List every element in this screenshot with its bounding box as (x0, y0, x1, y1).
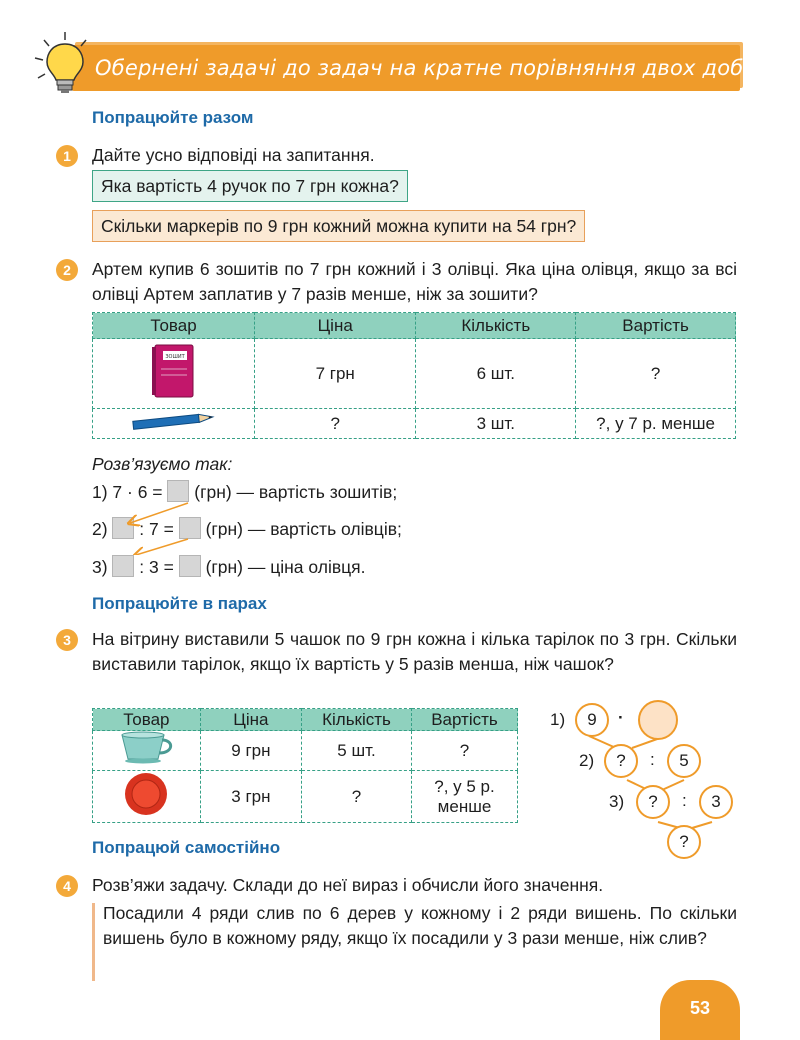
table-header: Вартість (576, 313, 736, 339)
table-cell-item (93, 731, 201, 771)
question-box-1: Яка вартість 4 ручок по 7 грн кожна? (92, 170, 408, 202)
task4-problem: Посадили 4 ряди слив по 6 дерев у кожному і 2 ряди вишень. По скільки вишень було в кожному ряду, якщо їх посадили у 3 рази менше, ніж слив? (103, 903, 737, 948)
table-row (93, 731, 518, 771)
multiply-sign: · (618, 708, 624, 727)
tree-node-product[interactable] (638, 700, 678, 740)
task-number-2: 2 (56, 259, 78, 281)
table-cell-item (93, 771, 201, 823)
pencil-icon (129, 411, 219, 431)
table-row (93, 771, 518, 823)
table-cell-qty: 3 шт. (416, 409, 576, 439)
step-text: (грн) — ціна олівця. (200, 557, 366, 577)
table-cell-qty: ? (302, 771, 412, 823)
tree-node-value-9: 9 (575, 703, 609, 737)
arrow-step1-to-step2 (130, 503, 188, 523)
table-cell-cost: ?, у 7 р. менше (576, 409, 736, 439)
task4-text: Розв’яжи задачу. Склади до неї вираз і обчисли його значення. (92, 875, 604, 895)
tree-node-result[interactable]: ? (667, 825, 701, 859)
table-header: Кількість (302, 709, 412, 731)
table-header: Ціна (200, 709, 301, 731)
answer-box[interactable] (112, 555, 134, 577)
cost-line: менше (437, 796, 492, 816)
table-cell-cost: ? (576, 339, 736, 409)
tree-node-unknown[interactable]: ? (636, 785, 670, 819)
table-cell-item (93, 409, 255, 439)
notebook-icon (149, 341, 199, 401)
table-cell-qty: 6 шт. (416, 339, 576, 409)
question-box-2: Скільки маркерів по 9 грн кожний можна купити на 54 грн? (92, 210, 585, 242)
step-text: : 3 = (134, 557, 179, 577)
tree-step-label-3: 3) (609, 792, 625, 811)
divide-sign: : (650, 750, 655, 769)
table-header: Товар (93, 709, 201, 731)
table-cell-cost (411, 771, 517, 823)
notebook-label: ЗОШИТ (164, 354, 185, 360)
table-cell-price: ? (255, 409, 416, 439)
tree-step-label-1: 1) (550, 710, 566, 729)
arrow-step2-to-step3 (136, 539, 188, 555)
step-text: (грн) — вартість олівців; (200, 519, 402, 539)
table-header: Ціна (255, 313, 416, 339)
plate-icon (123, 771, 169, 817)
task3-table (92, 708, 518, 823)
solve-intro: Розв’язуємо так: (92, 454, 233, 474)
page-number: 53 (660, 980, 740, 1040)
table-cell-price: 3 грн (200, 771, 301, 823)
table-row (93, 409, 736, 439)
table-cell-qty: 5 шт. (302, 731, 412, 771)
problem-side-bar (92, 903, 95, 981)
section-heading-pairs: Попрацюйте в парах (92, 594, 267, 613)
table-header: Товар (93, 313, 255, 339)
tree-node-unknown[interactable]: ? (604, 744, 638, 778)
tree-node-value-3: 3 (699, 785, 733, 819)
section-heading-together: Попрацюйте разом (92, 108, 254, 127)
task2-table (92, 312, 736, 439)
cost-line: ?, у 5 р. (434, 776, 495, 796)
step-text: 2) (92, 519, 113, 539)
table-header: Кількість (416, 313, 576, 339)
task3-text: На вітрину виставили 5 чашок по 9 грн кожна і кілька тарілок по 3 грн. Скільки виставили тарілок, якщо їх вартість у 5 разів менша, ніж чашок? (92, 629, 737, 674)
task-number-1: 1 (56, 145, 78, 167)
cup-icon (116, 731, 176, 765)
task-number-3: 3 (56, 629, 78, 651)
divide-sign: : (682, 791, 687, 810)
task-number-4: 4 (56, 875, 78, 897)
table-cell-cost: ? (411, 731, 517, 771)
solution-step-3 (92, 555, 366, 578)
table-cell-item (93, 339, 255, 409)
arrows-diagram (100, 495, 200, 555)
table-cell-price: 9 грн (200, 731, 301, 771)
step-text: 3) (92, 557, 113, 577)
task1-text: Дайте усно відповіді на запитання. (92, 145, 375, 165)
tree-step-label-2: 2) (579, 751, 595, 770)
task2-text: Артем купив 6 зошитів по 7 грн кожний і 3 олівці. Яка ціна олівця, якщо за всі олівці Артем заплатив у 7 разів менше, ніж за зошити? (92, 259, 737, 304)
step-text: 1) 7 · 6 = (92, 482, 168, 502)
step-text: : 7 = (134, 519, 179, 539)
step-text: (грн) — вартість зошитів; (189, 482, 398, 502)
table-row (93, 339, 736, 409)
table-header: Вартість (411, 709, 517, 731)
section-heading-alone: Попрацюй самостійно (92, 838, 281, 857)
table-cell-price: 7 грн (255, 339, 416, 409)
page-title: Обернені задачі до задач на кратне порівняння двох добутків (95, 56, 800, 80)
lightbulb-icon (30, 30, 100, 100)
answer-box[interactable] (179, 555, 201, 577)
tree-node-value-5: 5 (667, 744, 701, 778)
